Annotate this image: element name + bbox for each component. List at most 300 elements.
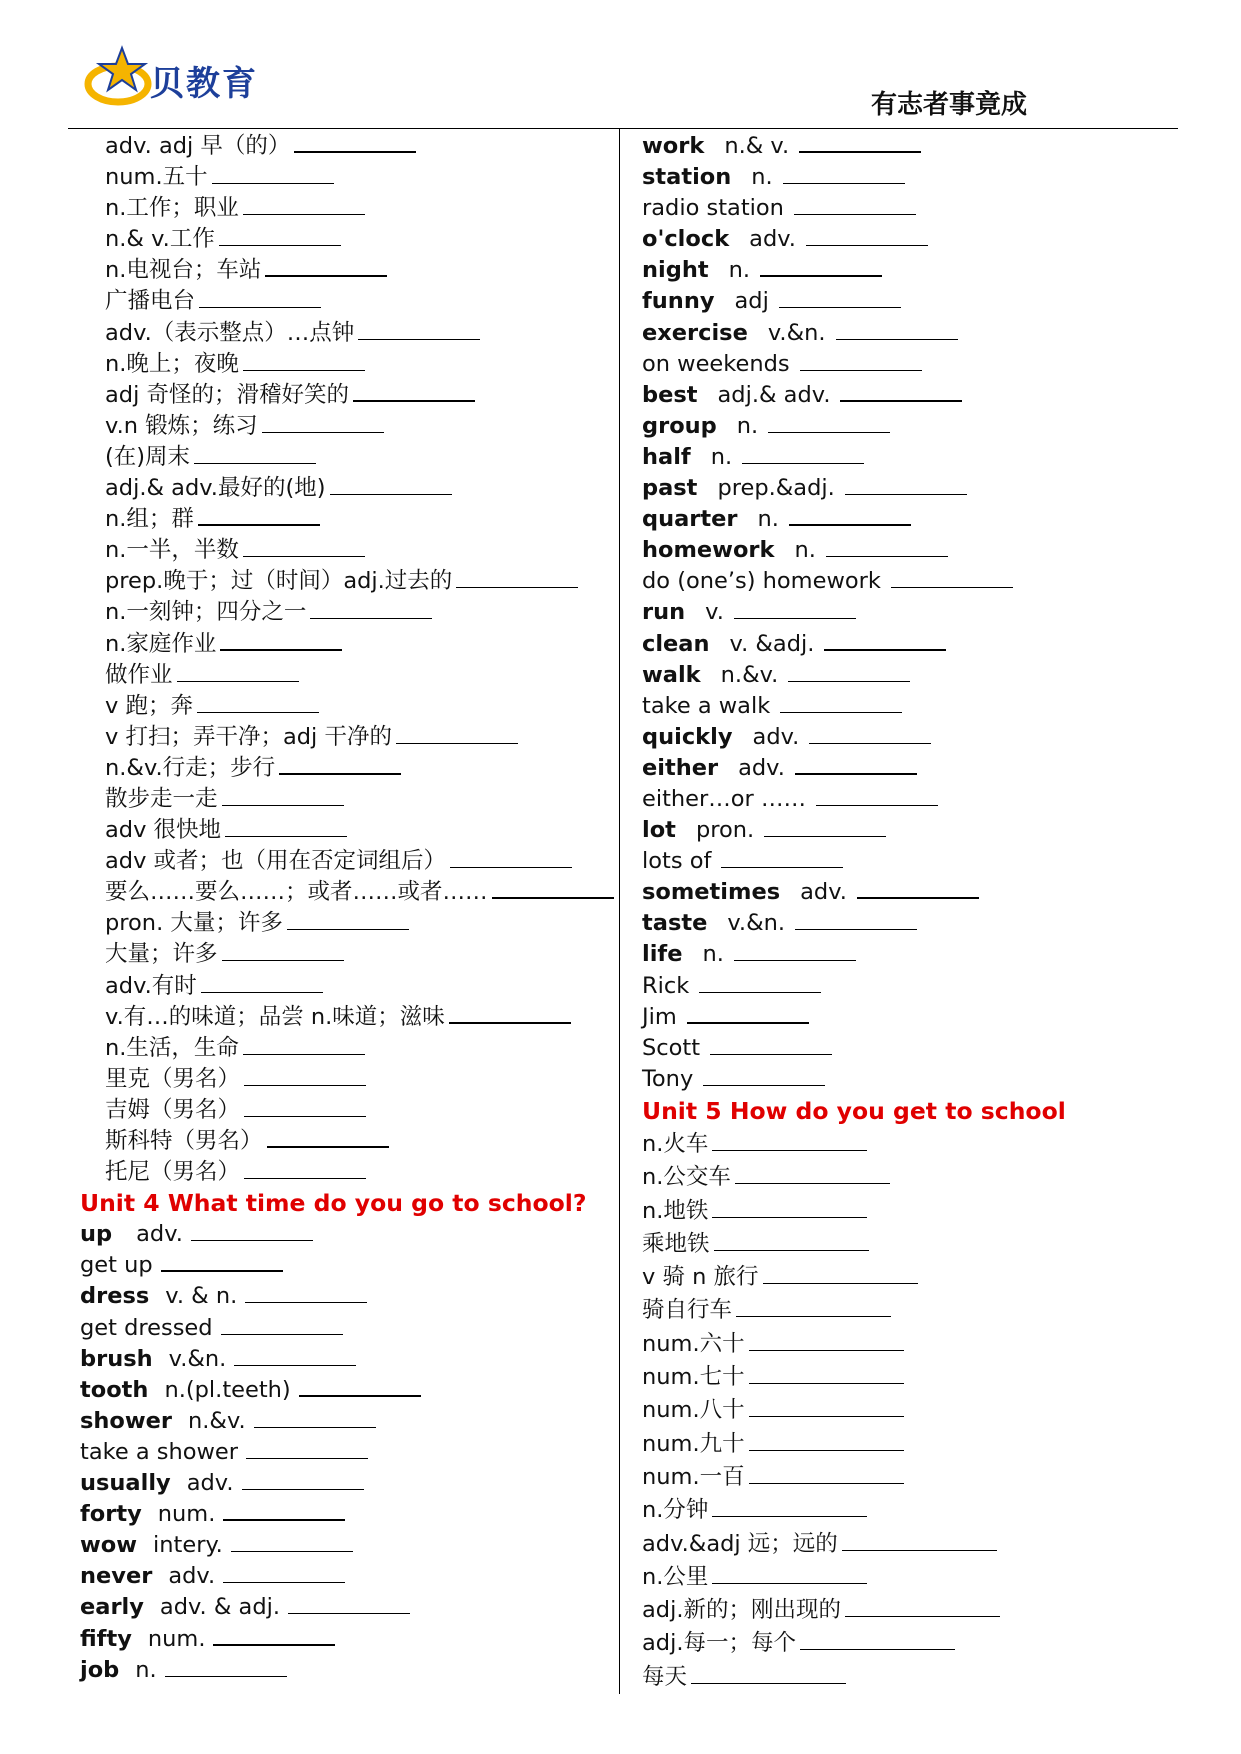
english-word: either…or …… <box>642 785 806 812</box>
chinese-prompt: adv 或者；也（用在否定词组后） <box>105 848 447 875</box>
vocab-row <box>642 473 1202 504</box>
vocab-row <box>642 224 1202 255</box>
vocab-row <box>80 1344 605 1375</box>
english-word: group <box>642 412 717 439</box>
answer-blank[interactable] <box>768 412 890 433</box>
vocab-row <box>642 286 1202 317</box>
vocab-row <box>642 193 1202 224</box>
english-word: night <box>642 257 709 284</box>
chinese-prompt: 要么……要么……；或者……或者…… <box>105 879 488 906</box>
right-column <box>642 131 1202 1694</box>
vocab-row <box>642 1002 1202 1033</box>
vocab-row <box>642 131 1202 162</box>
answer-blank[interactable] <box>783 163 905 184</box>
vocab-row <box>80 597 605 628</box>
chinese-prompt: num.八十 <box>642 1397 745 1424</box>
vocab-row <box>642 1494 1202 1527</box>
answer-blank[interactable] <box>734 940 856 961</box>
answer-blank[interactable] <box>492 877 614 899</box>
answer-blank[interactable] <box>262 412 384 433</box>
vocab-row <box>642 846 1202 877</box>
vocab-row <box>80 1033 605 1064</box>
answer-blank[interactable] <box>223 1562 345 1583</box>
vocab-row <box>80 162 605 193</box>
vocab-row <box>80 1530 605 1561</box>
chinese-prompt: 里克（男名） <box>105 1065 241 1092</box>
chinese-prompt: num.七十 <box>642 1364 745 1391</box>
answer-blank[interactable] <box>396 723 518 744</box>
english-word: on weekends <box>642 350 790 377</box>
vocab-row <box>80 691 605 722</box>
chinese-prompt: n.一刻钟；四分之一 <box>105 599 307 626</box>
english-word: fifty <box>80 1625 132 1652</box>
answer-blank[interactable] <box>244 1065 366 1086</box>
answer-blank[interactable] <box>712 1496 867 1517</box>
chinese-prompt: n.晚上；夜晚 <box>105 350 239 377</box>
chinese-prompt: n.& v.工作 <box>105 226 215 253</box>
vocab-row <box>80 193 605 224</box>
answer-blank[interactable] <box>712 1563 867 1584</box>
answer-blank[interactable] <box>691 1663 846 1684</box>
answer-blank[interactable] <box>353 380 475 402</box>
english-word: funny <box>642 288 715 315</box>
chinese-prompt: n.公交车 <box>642 1164 731 1191</box>
chinese-prompt: adj.每一；每个 <box>642 1630 796 1657</box>
chinese-prompt: n.一半，半数 <box>105 537 239 564</box>
vocab-row <box>80 722 605 753</box>
english-word: o'clock <box>642 226 730 253</box>
answer-blank[interactable] <box>165 1656 287 1677</box>
vocab-row <box>80 1655 605 1686</box>
chinese-prompt: adv.&adj 远；远的 <box>642 1530 838 1557</box>
vocab-row <box>80 1281 605 1312</box>
chinese-prompt: n.工作；职业 <box>105 195 239 222</box>
answer-blank[interactable] <box>213 1624 335 1646</box>
english-word: clean <box>642 630 710 657</box>
vocab-row <box>642 349 1202 380</box>
part-of-speech: adv. <box>800 879 847 906</box>
vocab-row <box>80 846 605 877</box>
answer-blank[interactable] <box>824 629 946 651</box>
part-of-speech: v. & n. <box>165 1283 238 1310</box>
answer-blank[interactable] <box>714 1230 869 1251</box>
vocab-row <box>80 1157 605 1188</box>
answer-blank[interactable] <box>212 163 334 184</box>
english-word: brush <box>80 1345 153 1372</box>
english-word: Scott <box>642 1034 701 1061</box>
vocab-row <box>80 1499 605 1530</box>
vocab-row <box>642 753 1202 784</box>
vocab-row <box>80 349 605 380</box>
vocab-row <box>80 535 605 566</box>
answer-blank[interactable] <box>780 692 902 713</box>
vocab-row <box>80 784 605 815</box>
answer-blank[interactable] <box>265 255 387 277</box>
english-word: sometimes <box>642 879 781 906</box>
vocab-row <box>80 660 605 691</box>
english-word: half <box>642 443 691 470</box>
answer-blank[interactable] <box>857 877 979 899</box>
answer-blank[interactable] <box>244 1096 366 1117</box>
answer-blank[interactable] <box>254 1407 376 1428</box>
answer-blank[interactable] <box>243 536 365 557</box>
vocab-row <box>80 1250 605 1281</box>
answer-blank[interactable] <box>703 1065 825 1086</box>
answer-blank[interactable] <box>330 474 452 495</box>
vocab-row <box>642 691 1202 722</box>
english-word: quarter <box>642 506 738 533</box>
part-of-speech: adv. <box>749 226 796 253</box>
answer-blank[interactable] <box>842 1530 997 1551</box>
english-word: homework <box>642 537 775 564</box>
answer-blank[interactable] <box>299 1375 421 1397</box>
chinese-prompt: adv 很快地 <box>105 817 222 844</box>
part-of-speech: prep.&adj. <box>717 475 835 502</box>
vocab-row <box>642 1394 1202 1427</box>
vocab-row <box>80 286 605 317</box>
part-of-speech: v. <box>705 599 724 626</box>
answer-blank[interactable] <box>288 1593 410 1614</box>
part-of-speech: intery. <box>153 1532 223 1559</box>
chinese-prompt: n.电视台；车站 <box>105 257 262 284</box>
part-of-speech: n. <box>135 1656 157 1683</box>
vocab-row <box>642 1594 1202 1627</box>
vocab-row <box>80 1219 605 1250</box>
english-word: forty <box>80 1501 142 1528</box>
english-word: get dressed <box>80 1314 213 1341</box>
vocab-row <box>642 255 1202 286</box>
left-column <box>80 131 605 1686</box>
vocab-row <box>642 1161 1202 1194</box>
part-of-speech: n. <box>751 164 773 191</box>
vocab-row <box>80 473 605 504</box>
english-word: walk <box>642 661 701 688</box>
vocab-row <box>642 318 1202 349</box>
answer-blank[interactable] <box>197 692 319 713</box>
answer-blank[interactable] <box>749 1396 904 1417</box>
chinese-prompt: 托尼（男名） <box>105 1159 241 1186</box>
answer-blank[interactable] <box>845 1596 1000 1617</box>
vocab-row <box>642 162 1202 193</box>
answer-blank[interactable] <box>749 1463 904 1484</box>
answer-blank[interactable] <box>809 723 931 744</box>
unit5-heading: Unit 5 How do you get to school <box>642 1096 1066 1125</box>
part-of-speech: n. <box>736 412 759 439</box>
answer-blank[interactable] <box>294 131 416 153</box>
answer-blank[interactable] <box>779 287 901 308</box>
vocab-row <box>80 1064 605 1095</box>
answer-blank[interactable] <box>795 909 917 930</box>
answer-blank[interactable] <box>222 785 344 806</box>
chinese-prompt: n.组；群 <box>105 506 194 533</box>
answer-blank[interactable] <box>243 194 365 215</box>
vocab-row <box>642 411 1202 442</box>
answer-blank[interactable] <box>840 380 962 402</box>
part-of-speech: v.&n. <box>168 1345 227 1372</box>
chinese-prompt: pron. 大量；许多 <box>105 910 283 937</box>
vocab-row <box>642 535 1202 566</box>
answer-blank[interactable] <box>358 319 480 340</box>
vocab-row <box>80 753 605 784</box>
answer-blank[interactable] <box>800 1629 955 1650</box>
chinese-prompt: 每天 <box>642 1663 688 1690</box>
answer-blank[interactable] <box>764 816 886 837</box>
answer-blank[interactable] <box>749 1430 904 1451</box>
chinese-prompt: 广播电台 <box>105 288 196 315</box>
part-of-speech: n. <box>728 257 751 284</box>
answer-blank[interactable] <box>800 350 922 371</box>
answer-blank[interactable] <box>225 816 347 837</box>
vocab-row <box>80 1561 605 1592</box>
english-word: life <box>642 941 683 968</box>
chinese-prompt: adj 奇怪的；滑稽好笑的 <box>105 381 349 408</box>
english-word: Jim <box>642 1003 677 1030</box>
vocab-row <box>642 1195 1202 1228</box>
chinese-prompt: v 打扫；弄干净；adj 干净的 <box>105 723 392 750</box>
answer-blank[interactable] <box>456 567 578 588</box>
part-of-speech: v. &adj. <box>729 630 815 657</box>
vocab-row <box>642 442 1202 473</box>
answer-blank[interactable] <box>221 1314 343 1335</box>
english-word: best <box>642 381 698 408</box>
part-of-speech: adv. <box>752 723 800 750</box>
part-of-speech: num. <box>157 1501 216 1528</box>
answer-blank[interactable] <box>816 785 938 806</box>
vocab-row <box>80 815 605 846</box>
english-word: never <box>80 1563 153 1590</box>
answer-blank[interactable] <box>231 1531 353 1552</box>
part-of-speech: adv. <box>738 754 785 781</box>
answer-blank[interactable] <box>699 972 821 993</box>
english-word: either <box>642 754 719 781</box>
answer-blank[interactable] <box>245 1282 367 1303</box>
part-of-speech: n.(pl.teeth) <box>164 1376 291 1403</box>
vocab-row <box>80 255 605 286</box>
vocab-row <box>642 1033 1202 1064</box>
answer-blank[interactable] <box>710 1034 832 1055</box>
answer-blank[interactable] <box>749 1330 904 1351</box>
answer-blank[interactable] <box>198 504 320 526</box>
vocab-row <box>80 1468 605 1499</box>
vocab-row <box>80 380 605 411</box>
answer-blank[interactable] <box>794 194 916 215</box>
answer-blank[interactable] <box>201 972 323 993</box>
answer-blank[interactable] <box>891 567 1013 588</box>
english-word: tooth <box>80 1376 149 1403</box>
chinese-prompt: 大量；许多 <box>105 941 218 968</box>
part-of-speech: v.&n. <box>727 910 786 937</box>
english-word: get up <box>80 1252 153 1279</box>
chinese-prompt: adv. adj 早（的） <box>105 133 291 159</box>
answer-blank[interactable] <box>845 474 967 495</box>
answer-blank[interactable] <box>242 1469 364 1490</box>
answer-blank[interactable] <box>712 1130 867 1151</box>
chinese-prompt: adj.& adv.最好的(地) <box>105 475 326 502</box>
answer-blank[interactable] <box>789 504 911 526</box>
chinese-prompt: 乘地铁 <box>642 1230 710 1257</box>
answer-blank[interactable] <box>199 287 321 308</box>
column-divider <box>619 128 620 1694</box>
answer-blank[interactable] <box>788 661 910 682</box>
answer-blank[interactable] <box>244 1158 366 1179</box>
answer-blank[interactable] <box>449 1002 571 1024</box>
chinese-prompt: v.n 锻炼；练习 <box>105 412 258 439</box>
answer-blank[interactable] <box>223 1499 345 1521</box>
answer-blank[interactable] <box>287 909 409 930</box>
chinese-prompt: num.六十 <box>642 1330 745 1357</box>
vocab-row <box>642 1661 1202 1694</box>
answer-blank[interactable] <box>763 1263 918 1284</box>
part-of-speech: pron. <box>695 817 755 844</box>
chinese-prompt: 吉姆（男名） <box>105 1096 241 1123</box>
chinese-prompt: n.家庭作业 <box>105 630 217 657</box>
part-of-speech: n. <box>702 941 724 968</box>
vocab-row <box>642 1528 1202 1561</box>
vocab-row <box>642 722 1202 753</box>
chinese-prompt: 散步走一走 <box>105 785 218 812</box>
vocab-row <box>642 1064 1202 1095</box>
answer-blank[interactable] <box>806 225 928 246</box>
vocab-row <box>80 629 605 660</box>
answer-blank[interactable] <box>243 1034 365 1055</box>
english-word: wow <box>80 1532 138 1559</box>
answer-blank[interactable] <box>234 1345 356 1366</box>
vocab-row <box>642 784 1202 815</box>
vocab-row <box>80 318 605 349</box>
chinese-prompt: n.火车 <box>642 1131 709 1157</box>
answer-blank[interactable] <box>177 661 299 682</box>
chinese-prompt: num.九十 <box>642 1430 745 1457</box>
chinese-prompt: (在)周末 <box>105 443 191 470</box>
english-word: taste <box>642 910 708 937</box>
chinese-prompt: prep.晚于；过（时间）adj.过去的 <box>105 568 453 595</box>
vocab-row <box>642 1261 1202 1294</box>
answer-blank[interactable] <box>734 598 856 619</box>
answer-blank[interactable] <box>246 1438 368 1459</box>
english-word: take a shower <box>80 1438 239 1465</box>
answer-blank[interactable] <box>219 225 341 246</box>
vocab-row <box>80 1437 605 1468</box>
vocab-row <box>642 1128 1202 1161</box>
english-word: dress <box>80 1283 150 1310</box>
vocab-row <box>80 971 605 1002</box>
part-of-speech: n. <box>794 537 816 564</box>
answer-blank[interactable] <box>161 1250 283 1272</box>
vocab-row <box>642 971 1202 1002</box>
english-word: exercise <box>642 319 748 346</box>
vocab-row <box>642 380 1202 411</box>
answer-blank[interactable] <box>194 443 316 464</box>
vocab-row <box>80 1624 605 1655</box>
vocab-row <box>80 1126 605 1157</box>
unit4-heading: Unit 4 What time do you go to school? <box>80 1189 587 1218</box>
answer-blank[interactable] <box>191 1220 313 1241</box>
vocab-row <box>80 1592 605 1623</box>
chinese-prompt: n.地铁 <box>642 1197 709 1224</box>
answer-blank[interactable] <box>795 753 917 775</box>
vocab-row <box>80 1406 605 1437</box>
vocab-row <box>80 908 605 939</box>
vocab-row <box>80 224 605 255</box>
english-word: radio station <box>642 195 784 222</box>
answer-blank[interactable] <box>760 255 882 277</box>
chinese-prompt: adv.（表示整点）…点钟 <box>105 319 355 346</box>
answer-blank[interactable] <box>267 1126 389 1148</box>
chinese-prompt: n.&v.行走；步行 <box>105 754 276 781</box>
part-of-speech: adv. & adj. <box>159 1594 281 1621</box>
chinese-prompt: adj.新的；刚出现的 <box>642 1597 841 1624</box>
answer-blank[interactable] <box>687 1002 809 1024</box>
answer-blank[interactable] <box>310 598 432 619</box>
vocab-row <box>80 1375 605 1406</box>
vocab-row <box>642 629 1202 660</box>
chinese-prompt: 骑自行车 <box>642 1297 733 1324</box>
chinese-prompt: num.五十 <box>105 164 208 191</box>
part-of-speech: n. <box>710 443 733 470</box>
english-word: run <box>642 599 686 626</box>
english-word: work <box>642 133 705 159</box>
vocab-row <box>642 1228 1202 1261</box>
answer-blank[interactable] <box>220 629 342 651</box>
english-word: lots of <box>642 848 712 875</box>
english-word: up <box>80 1221 113 1248</box>
english-word: past <box>642 475 698 502</box>
chinese-prompt: v.有…的味道；品尝 n.味道；滋味 <box>105 1003 445 1030</box>
answer-blank[interactable] <box>836 319 958 340</box>
english-word: job <box>80 1656 120 1683</box>
english-word: early <box>80 1594 144 1621</box>
answer-blank[interactable] <box>742 443 864 464</box>
logo-text: 贝教育 <box>150 64 258 104</box>
part-of-speech: n.&v. <box>188 1407 246 1434</box>
header-divider <box>68 128 1178 129</box>
vocab-row <box>642 1461 1202 1494</box>
english-word: Tony <box>642 1065 694 1092</box>
answer-blank[interactable] <box>826 536 948 557</box>
answer-blank[interactable] <box>749 1363 904 1384</box>
vocab-row <box>642 815 1202 846</box>
answer-blank[interactable] <box>721 847 843 868</box>
answer-blank[interactable] <box>222 940 344 961</box>
answer-blank[interactable] <box>712 1197 867 1218</box>
vocab-row <box>642 660 1202 691</box>
english-word: Rick <box>642 972 690 999</box>
english-word: lot <box>642 817 676 844</box>
vocab-row <box>642 1294 1202 1327</box>
part-of-speech: adj.& adv. <box>717 381 831 408</box>
chinese-prompt: n.分钟 <box>642 1497 709 1524</box>
chinese-prompt: 斯科特（男名） <box>105 1128 263 1154</box>
answer-blank[interactable] <box>799 131 921 153</box>
answer-blank[interactable] <box>279 753 401 775</box>
vocab-row <box>642 566 1202 597</box>
vocab-row <box>80 504 605 535</box>
vocab-row <box>80 1002 605 1033</box>
vocab-row <box>642 939 1202 970</box>
answer-blank[interactable] <box>243 350 365 371</box>
part-of-speech: n.&v. <box>720 661 779 688</box>
part-of-speech: adv. <box>168 1563 216 1590</box>
answer-blank[interactable] <box>735 1163 890 1184</box>
answer-blank[interactable] <box>450 847 572 868</box>
chinese-prompt: num.一百 <box>642 1463 745 1490</box>
vocab-row <box>80 939 605 970</box>
english-word: shower <box>80 1407 173 1434</box>
english-word: station <box>642 164 732 191</box>
english-word: usually <box>80 1470 171 1497</box>
answer-blank[interactable] <box>736 1296 891 1317</box>
part-of-speech: adj <box>734 288 769 315</box>
